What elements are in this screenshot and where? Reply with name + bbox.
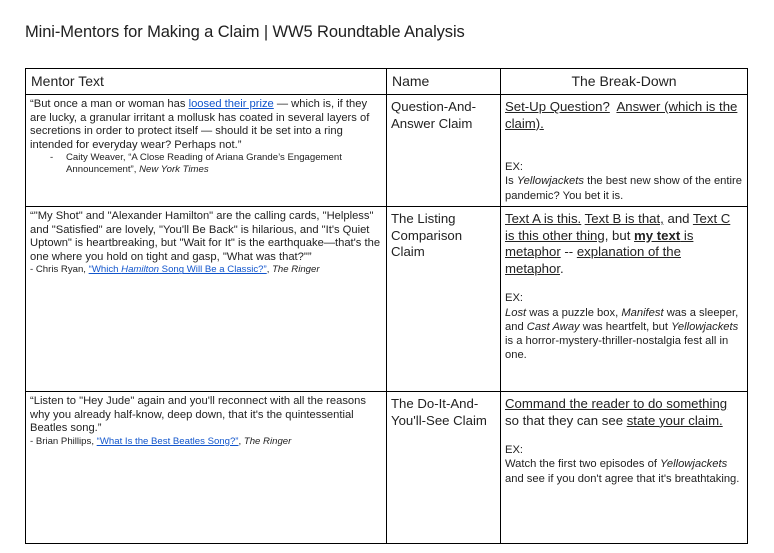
citation: - Caity Weaver, “A Close Reading of Ariana Grande’s Engagement Announcement”, New York Times [30, 152, 382, 176]
mentor-text-cell [26, 392, 387, 544]
header-name: Name [387, 69, 501, 95]
citation: - Brian Phillips, “What Is the Best Beatles Song?”, The Ringer [30, 435, 292, 447]
mentor-text-cell [26, 95, 387, 207]
claim-name: The Do-It-And-You'll-See Claim [387, 392, 501, 544]
example-label: EX: [505, 444, 524, 457]
page-title: Mini-Mentors for Making a Claim | WW5 Roundtable Analysis [25, 23, 465, 41]
header-mentor-text: Mentor Text [26, 69, 387, 95]
header-breakdown: The Break-Down [501, 69, 748, 95]
table-row [26, 392, 748, 544]
breakdown-cell [501, 392, 748, 544]
mentor-table [25, 68, 748, 544]
breakdown-template: Command the reader to do something so that they can see state your claim. [505, 396, 728, 428]
citation-link[interactable]: “What Is the Best Beatles Song?” [96, 435, 239, 447]
mentor-quote: “But once a man or woman has loosed their prize — which is, if they are lucky, a granular irritant a mollusk has coated in several layers of secretions in order to protect itself — should it be set into a ring intended for everyday wear? Perhaps not.” [30, 98, 370, 151]
example-text: Lost was a puzzle box, Manifest was a sleeper, and Cast Away was heartfelt, but Yellowjackets is a horror-mystery-thriller-nostalgia fest all in one. [505, 306, 739, 362]
example-label: EX: [505, 292, 524, 305]
table-row [26, 95, 748, 207]
citation-link[interactable]: “Which Hamilton Song Will Be a Classic?” [88, 264, 267, 276]
example-text: Is Yellowjackets the best new show of the entire pandemic? You bet it is. [505, 175, 742, 202]
breakdown-cell [501, 207, 748, 392]
citation: - Chris Ryan, “Which Hamilton Song Will Be a Classic?”, The Ringer [30, 264, 320, 276]
mentor-quote: “Listen to "Hey Jude" again and you'll reconnect with all the reasons why you already half-know, deep down, that it's the quintessential Beatles song.” [30, 395, 366, 435]
breakdown-cell [501, 95, 748, 207]
claim-name: Question-And-Answer Claim [387, 95, 501, 207]
mentor-quote: “"My Shot" and "Alexander Hamilton" are the calling cards, "Helpless" and "Satisfied" are lovely, "You'll Be Back" is hilarious, and "It's Quiet Uptown" is heartbreaking, but "Wait for It" is the earthquake—that's the one where you hold on tight and gasp, "What was that?"” [30, 210, 381, 263]
breakdown-template: Text A is this. Text B is that, and Text C is this other thing, but my text is metaphor -- explanation of the metaphor. [505, 211, 731, 276]
header-row [26, 69, 748, 95]
example-text: Watch the first two episodes of Yellowjackets and see if you don't agree that it's breathtaking. [505, 458, 740, 485]
example-label: EX: [505, 161, 524, 174]
claim-name: The Listing Comparison Claim [387, 207, 501, 392]
mentor-text-cell [26, 207, 387, 392]
table-row [26, 207, 748, 392]
breakdown-template: Set-Up Question? Answer (which is the claim). [505, 99, 738, 131]
quote-link[interactable]: loosed their prize [188, 98, 274, 110]
